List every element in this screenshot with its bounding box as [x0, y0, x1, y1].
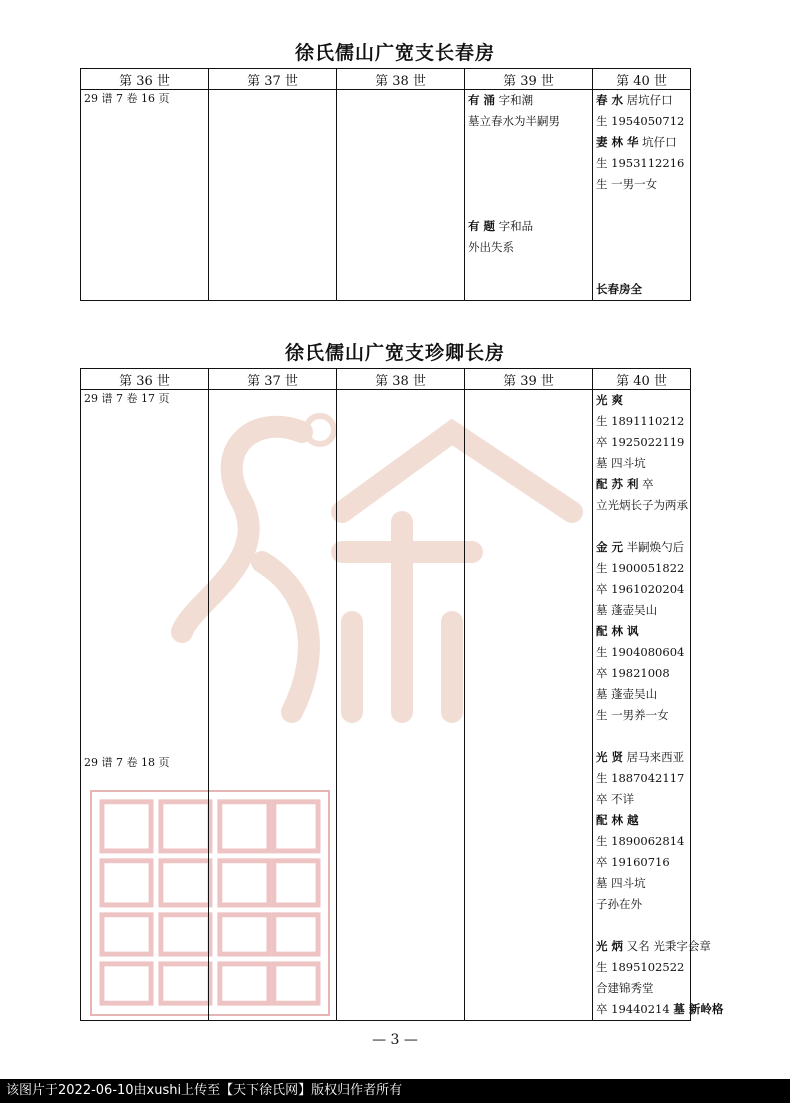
person-name: 有 涌 [468, 93, 496, 107]
header-gen-38: 第 38 世 [337, 69, 465, 90]
header-gen-40: 第 40 世 [593, 369, 691, 390]
birth-date: 生 1887042117 [596, 771, 685, 785]
birth-date: 生 1890062814 [596, 834, 685, 848]
page-reference: 29 谱 7 卷 18 页 [84, 756, 170, 769]
person-name: 光 爽 [596, 393, 624, 407]
spouse-name: 配 苏 利 [596, 477, 639, 491]
page-number: — 3 — [372, 1032, 418, 1048]
tomb-location: 墓 四斗坑 [596, 876, 646, 890]
cell-gen-38 [337, 90, 465, 301]
death-date: 卒 1925022119 [596, 435, 685, 449]
copyright-notice-bar [0, 1079, 790, 1103]
residence-note: 居坑仔口 [623, 93, 673, 107]
birth-date: 生 1904080604 [596, 645, 685, 659]
person-name: 春 水 [596, 93, 624, 107]
genealogy-table-changchun [80, 68, 691, 301]
genealogy-table-zhenqing [80, 368, 724, 1021]
person-note: 外出失系 [468, 240, 514, 254]
header-gen-39: 第 39 世 [465, 369, 593, 390]
cell-gen-36 [81, 390, 209, 1021]
death-date: 卒 19160716 [596, 855, 670, 869]
person-name: 光 炳 [596, 939, 624, 953]
birth-date: 生 1891110212 [596, 414, 685, 428]
heir-note: 立光炳长子为两承 [596, 498, 688, 512]
birth-date: 生 1900051822 [596, 561, 685, 575]
person-name: 光 贤 [596, 750, 624, 764]
spouse-name: 妻 林 华 [596, 135, 639, 149]
children-note: 生 一男一女 [596, 177, 658, 191]
courtesy-name: 字和潮 [495, 93, 534, 107]
tomb-location: 墓 蓬壶吴山 [596, 687, 658, 701]
person-name: 金 元 [596, 540, 624, 554]
spouse-name: 配 林 越 [596, 813, 639, 827]
table1-title: 徐氏儒山广宽支长春房 [294, 42, 495, 64]
cell-gen-39 [465, 390, 593, 1021]
person-name: 有 题 [468, 219, 496, 233]
tomb-location: 墓 新岭格 [673, 1002, 724, 1016]
children-note: 生 一男养一女 [596, 708, 669, 722]
header-gen-39: 第 39 世 [465, 69, 593, 90]
copyright-notice: 该图片于2022-06-10由xushi上传至【天下徐氏网】版权归作者所有 [6, 1083, 403, 1098]
header-gen-38: 第 38 世 [337, 369, 465, 390]
header-gen-36: 第 36 世 [81, 369, 209, 390]
cell-gen-39 [465, 90, 593, 301]
page-reference: 29 谱 7 卷 16 页 [84, 92, 170, 105]
alias-note: 又名 光秉字会章 [623, 939, 711, 953]
cell-gen-37 [209, 390, 337, 1021]
header-gen-37: 第 37 世 [209, 369, 337, 390]
birth-date: 生 1895102522 [596, 960, 685, 974]
branch-complete-note: 长春房全 [596, 282, 642, 296]
tomb-location: 墓 四斗坑 [596, 456, 646, 470]
spouse-note: 坑仔口 [638, 135, 677, 149]
death-date: 卒 19440214 [596, 1002, 674, 1016]
birth-date: 生 1954050712 [596, 114, 685, 128]
death-date: 卒 不详 [596, 792, 635, 806]
cell-gen-36 [81, 90, 209, 301]
building-note: 合建锦秀堂 [596, 981, 654, 995]
death-date: 卒 19821008 [596, 666, 670, 680]
death-date: 卒 1961020204 [596, 582, 685, 596]
tomb-location: 墓 蓬壶吴山 [596, 603, 658, 617]
page-reference: 29 谱 7 卷 17 页 [84, 392, 170, 405]
descendants-note: 子孙在外 [596, 897, 642, 911]
courtesy-name: 字和品 [495, 219, 534, 233]
spouse-note: 卒 [638, 477, 654, 491]
residence-note: 居马来西亚 [623, 750, 685, 764]
person-note: 墓立春水为半嗣男 [468, 114, 560, 128]
adoption-note: 半嗣焕勺后 [623, 540, 685, 554]
cell-gen-40 [593, 90, 691, 301]
header-gen-40: 第 40 世 [593, 69, 691, 90]
cell-gen-40 [593, 390, 724, 1021]
cell-gen-37 [209, 90, 337, 301]
header-gen-37: 第 37 世 [209, 69, 337, 90]
spouse-name: 配 林 讽 [596, 624, 639, 638]
cell-gen-38 [337, 390, 465, 1021]
table2-title: 徐氏儒山广宽支珍卿长房 [284, 342, 505, 364]
birth-date: 生 1953112216 [596, 156, 685, 170]
header-gen-36: 第 36 世 [81, 69, 209, 90]
